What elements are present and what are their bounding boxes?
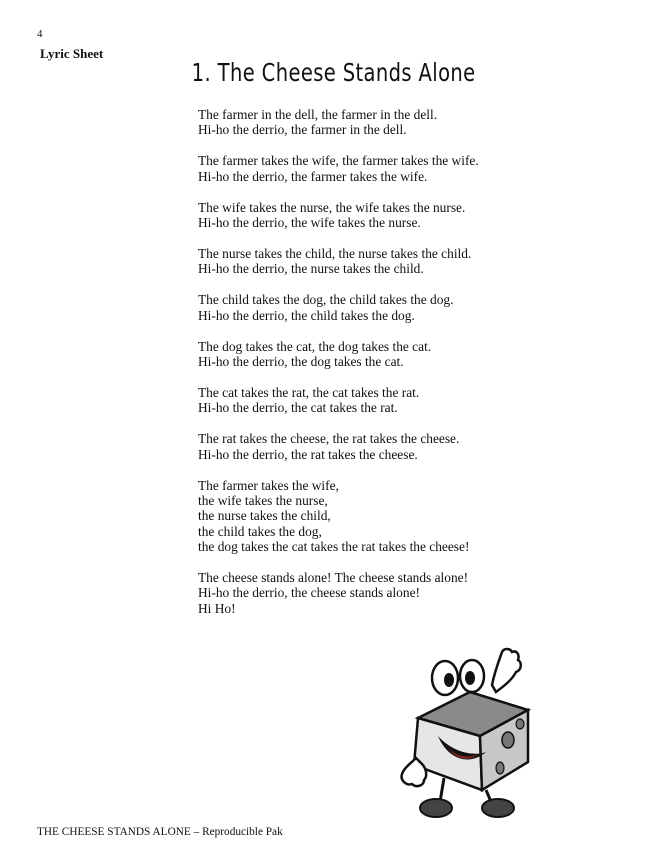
lyric-line: Hi-ho the derrio, the rat takes the cheese. <box>198 446 418 462</box>
lyric-line: Hi Ho! <box>198 600 236 616</box>
lyric-line: The wife takes the nurse, the wife takes the nurse. <box>198 199 466 215</box>
lyric-line: The cat takes the rat, the cat takes the rat. <box>198 384 420 400</box>
song-title <box>73 58 593 87</box>
stanza <box>198 200 618 231</box>
stanza <box>198 385 618 416</box>
lyric-line: The dog takes the cat, the dog takes the cat. <box>198 338 432 354</box>
stanza <box>198 478 618 555</box>
lyric-line: the nurse takes the child, <box>198 508 331 524</box>
stanza <box>198 339 618 370</box>
lyric-line: The cheese stands alone! The cheese stands alone! <box>198 570 469 586</box>
lyric-line: The farmer takes the wife, <box>198 477 339 493</box>
lyric-line: Hi-ho the derrio, the wife takes the nurse. <box>198 215 421 231</box>
lyric-line: The farmer in the dell, the farmer in the dell. <box>198 107 438 122</box>
stanza <box>198 107 618 138</box>
lyric-line: The child takes the dog, the child takes the dog. <box>198 292 454 308</box>
song-title-text: 1. The Cheese Stands Alone <box>191 58 476 87</box>
stanza <box>198 153 618 184</box>
section-label: Lyric Sheet <box>40 46 104 61</box>
stanza <box>198 570 618 616</box>
lyric-line: Hi-ho the derrio, the child takes the dog. <box>198 307 415 323</box>
lyric-line: Hi-ho the derrio, the farmer takes the wife. <box>198 168 428 184</box>
stanza <box>198 292 618 323</box>
stanza <box>198 246 618 277</box>
lyric-line: The nurse takes the child, the nurse takes the child. <box>198 245 472 261</box>
cheese-mascot-icon <box>400 640 540 820</box>
page-number: 4 <box>37 28 43 40</box>
lyric-line: Hi-ho the derrio, the nurse takes the child. <box>198 261 424 277</box>
lyrics <box>198 107 618 632</box>
lyric-line: the child takes the dog, <box>198 523 322 539</box>
lyric-line: The rat takes the cheese, the rat takes the cheese. <box>198 431 460 447</box>
stanza <box>198 431 618 462</box>
lyric-line: the dog takes the cat takes the rat takes the cheese! <box>198 539 470 555</box>
footer: THE CHEESE STANDS ALONE – Reproducible Pak <box>37 826 283 838</box>
lyric-line: the wife takes the nurse, <box>198 492 328 508</box>
lyric-line: The farmer takes the wife, the farmer takes the wife. <box>198 153 479 169</box>
lyric-line: Hi-ho the derrio, the cat takes the rat. <box>198 400 398 416</box>
lyric-line: Hi-ho the derrio, the farmer in the dell. <box>198 122 407 138</box>
lyric-line: Hi-ho the derrio, the dog takes the cat. <box>198 353 404 369</box>
lyric-line: Hi-ho the derrio, the cheese stands alone! <box>198 585 420 601</box>
